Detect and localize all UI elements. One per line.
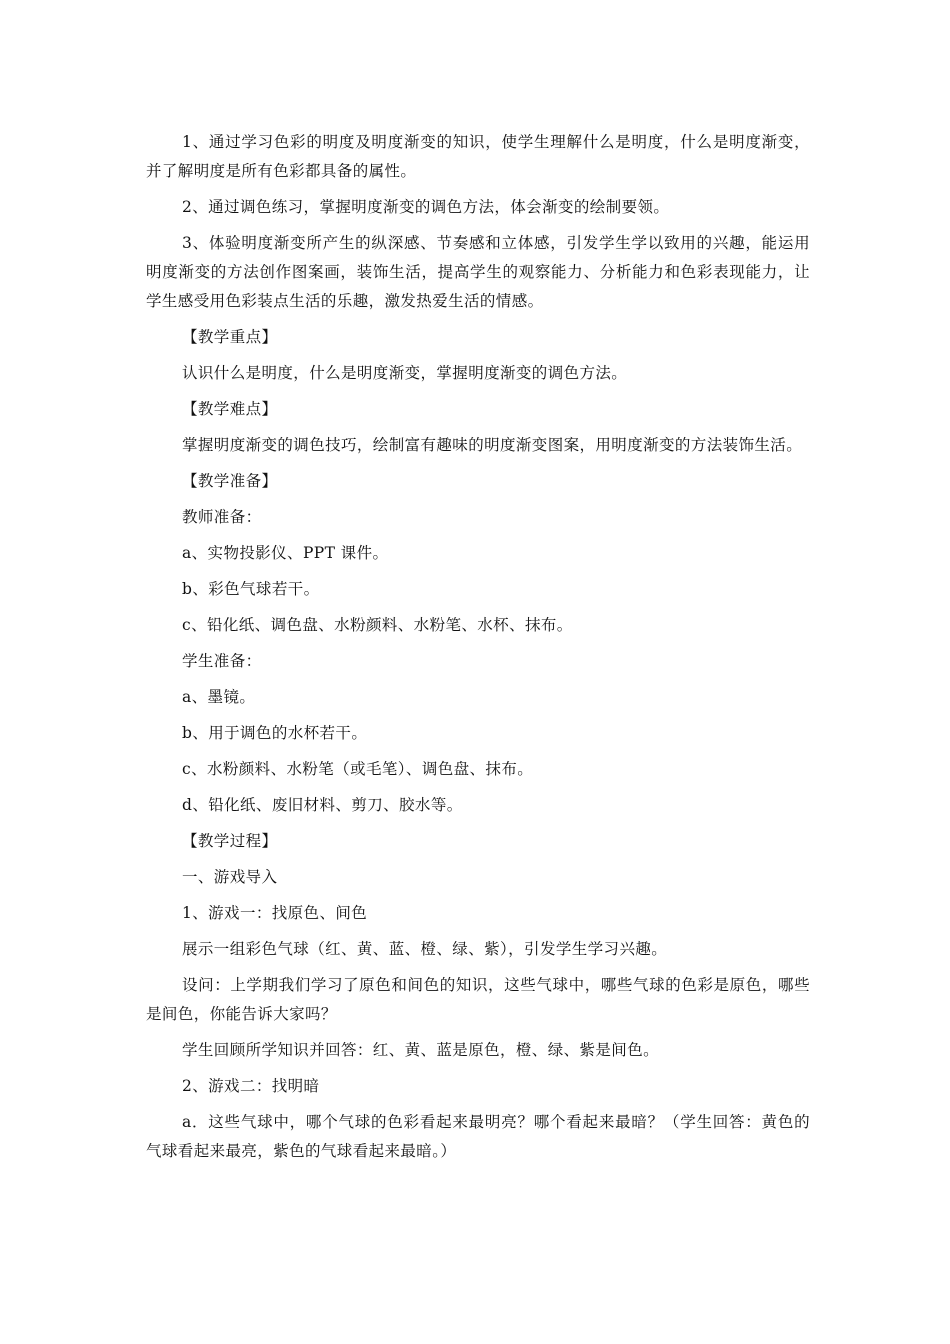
heading-preparation: 【教学准备】 <box>182 472 278 490</box>
document-body <box>146 128 810 1166</box>
key-points-text: 认识什么是明度，什么是明度渐变，掌握明度渐变的调色方法。 <box>182 364 628 382</box>
game-1-text: 展示一组彩色气球（红、黄、蓝、橙、绿、紫），引发学生学习兴趣。 <box>182 940 668 958</box>
objective-1: 1、通过学习色彩的明度及明度渐变的知识，使学生理解什么是明度，什么是明度渐变，并了解明度是所有色彩都具备的属性。 <box>146 133 810 180</box>
student-prep-item: c、水粉颜料、水粉笔（或毛笔）、调色盘、抹布。 <box>182 760 534 778</box>
teacher-prep-item: a、实物投影仪、PPT 课件。 <box>182 544 389 562</box>
student-prep-label: 学生准备： <box>182 652 262 670</box>
teacher-prep-item: b、彩色气球若干。 <box>182 580 320 598</box>
student-prep-item: a、墨镜。 <box>182 688 256 706</box>
heading-difficulties: 【教学难点】 <box>182 400 278 418</box>
game-2-title: 2、游戏二：找明暗 <box>182 1077 320 1095</box>
game-2-question: a．这些气球中，哪个气球的色彩看起来最明亮？哪个看起来最暗？（学生回答：黄色的气球看起来最亮，紫色的气球看起来最暗。） <box>146 1113 810 1160</box>
objective-2: 2、通过调色练习，掌握明度渐变的调色方法，体会渐变的绘制要领。 <box>182 198 670 216</box>
teacher-prep-label: 教师准备： <box>182 508 262 526</box>
game-1-answer: 学生回顾所学知识并回答：红、黄、蓝是原色，橙、绿、紫是间色。 <box>182 1041 660 1059</box>
teacher-prep-item: c、铅化纸、调色盘、水粉颜料、水粉笔、水杯、抹布。 <box>182 616 573 634</box>
difficulties-text: 掌握明度渐变的调色技巧，绘制富有趣味的明度渐变图案，用明度渐变的方法装饰生活。 <box>182 436 803 454</box>
section-game-intro: 一、游戏导入 <box>182 868 278 886</box>
heading-key-points: 【教学重点】 <box>182 328 278 346</box>
game-1-title: 1、游戏一：找原色、间色 <box>182 904 368 922</box>
objective-3: 3、体验明度渐变所产生的纵深感、节奏感和立体感，引发学生学以致用的兴趣，能运用明度渐变的方法创作图案画，装饰生活，提高学生的观察能力、分析能力和色彩表现能力，让学生感受用色彩装点生活的乐趣，激发热爱生活的情感。 <box>146 234 810 310</box>
heading-process: 【教学过程】 <box>182 832 278 850</box>
student-prep-item: d、铅化纸、废旧材料、剪刀、胶水等。 <box>182 796 463 814</box>
student-prep-item: b、用于调色的水杯若干。 <box>182 724 368 742</box>
game-1-question: 设问：上学期我们学习了原色和间色的知识，这些气球中，哪些气球的色彩是原色，哪些是间色，你能告诉大家吗？ <box>146 976 810 1023</box>
